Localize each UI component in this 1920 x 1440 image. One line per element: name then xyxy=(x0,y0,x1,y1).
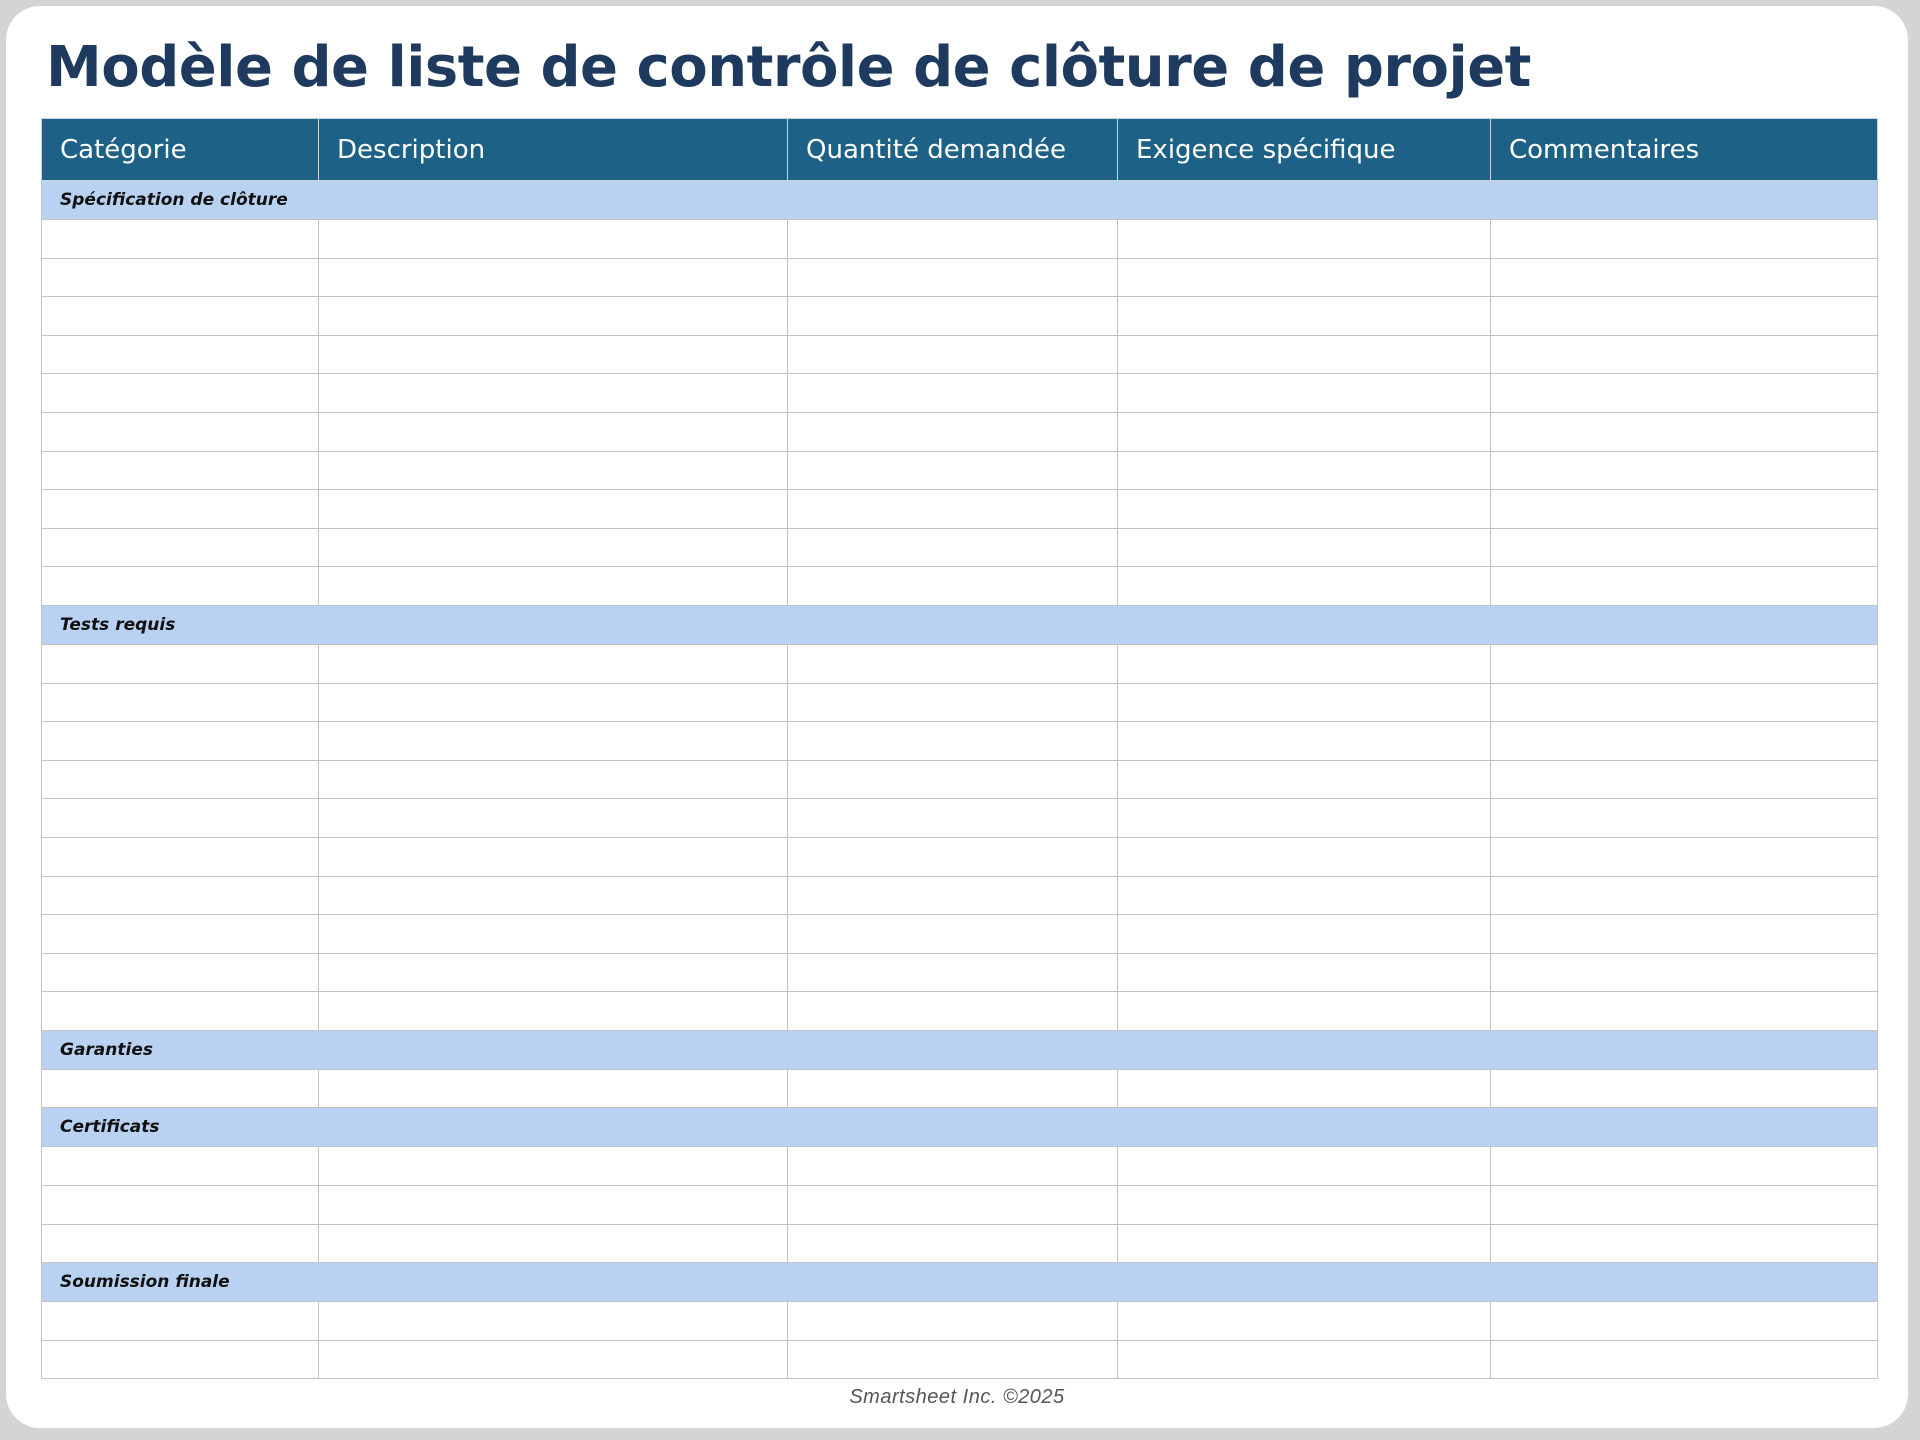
cell-category[interactable] xyxy=(42,412,319,451)
cell-comments[interactable] xyxy=(1491,1147,1878,1186)
cell-category[interactable] xyxy=(42,644,319,683)
cell-comments[interactable] xyxy=(1491,837,1878,876)
cell-description[interactable] xyxy=(319,992,788,1031)
cell-category[interactable] xyxy=(42,451,319,490)
cell-comments[interactable] xyxy=(1491,567,1878,606)
cell-requirement[interactable] xyxy=(1118,1302,1491,1341)
cell-quantity[interactable] xyxy=(788,876,1118,915)
table-row xyxy=(42,1147,1878,1186)
cell-quantity[interactable] xyxy=(788,683,1118,722)
cell-requirement[interactable] xyxy=(1118,1069,1491,1108)
cell-quantity[interactable] xyxy=(788,953,1118,992)
table-row xyxy=(42,915,1878,954)
cell-requirement[interactable] xyxy=(1118,799,1491,838)
cell-category[interactable] xyxy=(42,683,319,722)
cell-requirement[interactable] xyxy=(1118,953,1491,992)
table-row xyxy=(42,1340,1878,1379)
cell-comments[interactable] xyxy=(1491,297,1878,336)
cell-requirement[interactable] xyxy=(1118,567,1491,606)
cell-quantity[interactable] xyxy=(788,1224,1118,1263)
cell-category[interactable] xyxy=(42,722,319,761)
cell-quantity[interactable] xyxy=(788,760,1118,799)
table-row xyxy=(42,490,1878,529)
cell-description[interactable] xyxy=(319,876,788,915)
cell-requirement[interactable] xyxy=(1118,528,1491,567)
cell-requirement[interactable] xyxy=(1118,335,1491,374)
cell-description[interactable] xyxy=(319,1302,788,1341)
cell-quantity[interactable] xyxy=(788,1186,1118,1225)
cell-description[interactable] xyxy=(319,1340,788,1379)
cell-description[interactable] xyxy=(319,335,788,374)
cell-comments[interactable] xyxy=(1491,528,1878,567)
cell-quantity[interactable] xyxy=(788,490,1118,529)
cell-quantity[interactable] xyxy=(788,644,1118,683)
cell-quantity[interactable] xyxy=(788,335,1118,374)
cell-category[interactable] xyxy=(42,220,319,259)
section-row xyxy=(42,1108,1878,1147)
cell-comments[interactable] xyxy=(1491,683,1878,722)
cell-comments[interactable] xyxy=(1491,1302,1878,1341)
table-row xyxy=(42,837,1878,876)
section-row xyxy=(42,181,1878,220)
cell-description[interactable] xyxy=(319,683,788,722)
cell-category[interactable] xyxy=(42,799,319,838)
cell-comments[interactable] xyxy=(1491,451,1878,490)
cell-comments[interactable] xyxy=(1491,1224,1878,1263)
footer-copyright: Smartsheet Inc. ©2025 xyxy=(849,1386,1065,1408)
table-row xyxy=(42,799,1878,838)
cell-requirement[interactable] xyxy=(1118,760,1491,799)
cell-category[interactable] xyxy=(42,567,319,606)
cell-requirement[interactable] xyxy=(1118,297,1491,336)
section-row xyxy=(42,1263,1878,1302)
cell-comments[interactable] xyxy=(1491,220,1878,259)
cell-quantity[interactable] xyxy=(788,374,1118,413)
cell-comments[interactable] xyxy=(1491,335,1878,374)
cell-comments[interactable] xyxy=(1491,760,1878,799)
table-row xyxy=(42,722,1878,761)
cell-category[interactable] xyxy=(42,297,319,336)
cell-category[interactable] xyxy=(42,876,319,915)
cell-requirement[interactable] xyxy=(1118,837,1491,876)
table-row xyxy=(42,528,1878,567)
cell-quantity[interactable] xyxy=(788,412,1118,451)
table-row xyxy=(42,220,1878,259)
cell-requirement[interactable] xyxy=(1118,374,1491,413)
cell-category[interactable] xyxy=(42,1069,319,1108)
cell-quantity[interactable] xyxy=(788,451,1118,490)
table-row xyxy=(42,258,1878,297)
cell-description[interactable] xyxy=(319,1147,788,1186)
cell-category[interactable] xyxy=(42,1340,319,1379)
cell-category[interactable] xyxy=(42,1224,319,1263)
cell-description[interactable] xyxy=(319,297,788,336)
cell-description[interactable] xyxy=(319,412,788,451)
cell-comments[interactable] xyxy=(1491,412,1878,451)
cell-description[interactable] xyxy=(319,1186,788,1225)
table-row xyxy=(42,953,1878,992)
table-row xyxy=(42,567,1878,606)
cell-description[interactable] xyxy=(319,1224,788,1263)
cell-requirement[interactable] xyxy=(1118,644,1491,683)
cell-category[interactable] xyxy=(42,490,319,529)
column-header-category: Catégorie xyxy=(42,119,319,181)
cell-description[interactable] xyxy=(319,1069,788,1108)
table-row xyxy=(42,335,1878,374)
section-label: Spécification de clôture xyxy=(42,181,1878,220)
cell-category[interactable] xyxy=(42,258,319,297)
cell-category[interactable] xyxy=(42,1147,319,1186)
cell-description[interactable] xyxy=(319,837,788,876)
cell-description[interactable] xyxy=(319,220,788,259)
section-label: Soumission finale xyxy=(42,1263,1878,1302)
cell-requirement[interactable] xyxy=(1118,915,1491,954)
cell-category[interactable] xyxy=(42,1186,319,1225)
cell-comments[interactable] xyxy=(1491,722,1878,761)
table-row xyxy=(42,412,1878,451)
cell-category[interactable] xyxy=(42,915,319,954)
cell-category[interactable] xyxy=(42,953,319,992)
cell-quantity[interactable] xyxy=(788,1302,1118,1341)
cell-category[interactable] xyxy=(42,1302,319,1341)
section-label: Garanties xyxy=(42,1030,1878,1069)
cell-comments[interactable] xyxy=(1491,490,1878,529)
cell-category[interactable] xyxy=(42,374,319,413)
page-title: Modèle de liste de contrôle de clôture de projet xyxy=(46,35,1531,100)
header-row xyxy=(42,119,1878,181)
cell-quantity[interactable] xyxy=(788,1069,1118,1108)
table-row xyxy=(42,297,1878,336)
cell-comments[interactable] xyxy=(1491,1069,1878,1108)
cell-description[interactable] xyxy=(319,722,788,761)
cell-category[interactable] xyxy=(42,528,319,567)
cell-requirement[interactable] xyxy=(1118,1186,1491,1225)
cell-requirement[interactable] xyxy=(1118,451,1491,490)
table-body xyxy=(42,181,1878,1379)
table-row xyxy=(42,644,1878,683)
column-header-description: Description xyxy=(319,119,788,181)
column-header-comments: Commentaires xyxy=(1491,119,1878,181)
table-row xyxy=(42,1224,1878,1263)
cell-requirement[interactable] xyxy=(1118,412,1491,451)
document-page xyxy=(6,6,1908,1428)
section-row xyxy=(42,1030,1878,1069)
cell-category[interactable] xyxy=(42,760,319,799)
cell-quantity[interactable] xyxy=(788,722,1118,761)
cell-quantity[interactable] xyxy=(788,528,1118,567)
cell-requirement[interactable] xyxy=(1118,722,1491,761)
table-row xyxy=(42,451,1878,490)
cell-description[interactable] xyxy=(319,953,788,992)
cell-comments[interactable] xyxy=(1491,1340,1878,1379)
cell-quantity[interactable] xyxy=(788,837,1118,876)
cell-quantity[interactable] xyxy=(788,1340,1118,1379)
cell-requirement[interactable] xyxy=(1118,1147,1491,1186)
cell-comments[interactable] xyxy=(1491,953,1878,992)
cell-requirement[interactable] xyxy=(1118,490,1491,529)
table-row xyxy=(42,1069,1878,1108)
cell-description[interactable] xyxy=(319,528,788,567)
cell-description[interactable] xyxy=(319,760,788,799)
section-label: Certificats xyxy=(42,1108,1878,1147)
cell-quantity[interactable] xyxy=(788,1147,1118,1186)
cell-quantity[interactable] xyxy=(788,915,1118,954)
cell-requirement[interactable] xyxy=(1118,220,1491,259)
table-row xyxy=(42,683,1878,722)
cell-comments[interactable] xyxy=(1491,1186,1878,1225)
cell-description[interactable] xyxy=(319,258,788,297)
cell-comments[interactable] xyxy=(1491,258,1878,297)
cell-quantity[interactable] xyxy=(788,992,1118,1031)
cell-description[interactable] xyxy=(319,644,788,683)
cell-quantity[interactable] xyxy=(788,220,1118,259)
cell-requirement[interactable] xyxy=(1118,1224,1491,1263)
table-row xyxy=(42,1302,1878,1341)
cell-description[interactable] xyxy=(319,567,788,606)
cell-comments[interactable] xyxy=(1491,876,1878,915)
table-row xyxy=(42,876,1878,915)
cell-category[interactable] xyxy=(42,837,319,876)
cell-comments[interactable] xyxy=(1491,915,1878,954)
cell-comments[interactable] xyxy=(1491,374,1878,413)
table-row xyxy=(42,760,1878,799)
cell-category[interactable] xyxy=(42,335,319,374)
cell-quantity[interactable] xyxy=(788,258,1118,297)
cell-requirement[interactable] xyxy=(1118,683,1491,722)
cell-category[interactable] xyxy=(42,992,319,1031)
table-row xyxy=(42,374,1878,413)
column-header-requirement: Exigence spécifique xyxy=(1118,119,1491,181)
cell-requirement[interactable] xyxy=(1118,1340,1491,1379)
cell-description[interactable] xyxy=(319,374,788,413)
cell-comments[interactable] xyxy=(1491,992,1878,1031)
cell-quantity[interactable] xyxy=(788,799,1118,838)
cell-quantity[interactable] xyxy=(788,567,1118,606)
cell-requirement[interactable] xyxy=(1118,876,1491,915)
cell-quantity[interactable] xyxy=(788,297,1118,336)
cell-description[interactable] xyxy=(319,799,788,838)
table-row xyxy=(42,1186,1878,1225)
cell-comments[interactable] xyxy=(1491,644,1878,683)
section-label: Tests requis xyxy=(42,605,1878,644)
column-header-quantity: Quantité demandée xyxy=(788,119,1118,181)
checklist-table xyxy=(41,118,1878,1379)
cell-description[interactable] xyxy=(319,915,788,954)
table-row xyxy=(42,992,1878,1031)
cell-comments[interactable] xyxy=(1491,799,1878,838)
cell-requirement[interactable] xyxy=(1118,258,1491,297)
cell-description[interactable] xyxy=(319,490,788,529)
section-row xyxy=(42,605,1878,644)
cell-description[interactable] xyxy=(319,451,788,490)
cell-requirement[interactable] xyxy=(1118,992,1491,1031)
